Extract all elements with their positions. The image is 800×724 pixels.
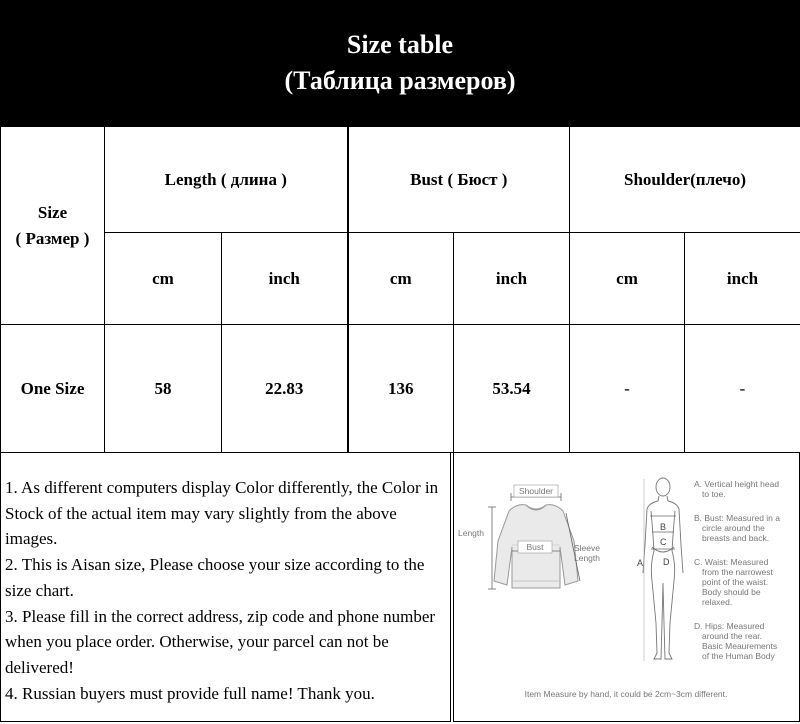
bust-label: Bust: [526, 542, 544, 552]
note-item: 2. This is Aisan size, Please choose your size according to the size chart.: [5, 555, 425, 600]
unit-header: cm: [105, 233, 222, 325]
marker-a: A: [637, 558, 644, 568]
legend-b-line: B. Bust: Measured in a: [694, 513, 780, 523]
sleeve-label-2: Length: [574, 553, 600, 563]
legend-d-line: D. Hips: Measured: [694, 621, 765, 631]
size-header-ru: ( Размер ): [15, 228, 90, 248]
legend-a-line: to toe.: [702, 489, 726, 499]
notes-panel: [0, 452, 451, 722]
shoulder-group-header: Shoulder(плечо): [570, 127, 800, 233]
measure-note: Item Measure by hand, it could be 2cm~3cm different.: [524, 689, 728, 699]
measurement-legend: [694, 479, 780, 661]
size-table: [0, 126, 800, 453]
legend-d-line: around the rear.: [702, 631, 763, 641]
marker-b: B: [660, 522, 667, 532]
value-cell: 53.54: [454, 325, 570, 453]
measurement-illustration: [454, 453, 799, 721]
title-russian: (Таблица размеров): [284, 66, 516, 95]
shoulder-label: Shoulder: [518, 486, 554, 496]
marker-c: C: [660, 537, 667, 547]
measurement-diagram: [453, 452, 800, 722]
length-group-header: Length ( длина ): [105, 127, 348, 233]
body-figure: [643, 478, 683, 659]
size-cell: One Size: [1, 325, 105, 453]
marker-d: D: [663, 557, 670, 567]
unit-header: inch: [454, 233, 570, 325]
legend-c-line: relaxed.: [702, 597, 733, 607]
value-cell: 22.83: [222, 325, 348, 453]
legend-c-line: Body should be: [702, 587, 761, 597]
legend-d-line: of the Human Body: [702, 651, 775, 661]
note-item: 1. As different computers display Color differently, the Color in Stock of the actual item may vary slightly from the above images.: [5, 478, 439, 549]
legend-c-line: point of the waist.: [702, 577, 769, 587]
legend-c-line: C. Waist: Measured: [694, 557, 769, 567]
value-cell: 136: [348, 325, 454, 453]
legend-c-line: from the narrowest: [702, 567, 773, 577]
title-english: Size table: [346, 30, 454, 59]
unit-header: inch: [222, 233, 348, 325]
size-header-en: Size: [37, 202, 68, 222]
table-row: [1, 325, 800, 453]
legend-d-line: Basic Meaurements: [702, 641, 778, 651]
unit-header: inch: [685, 233, 800, 325]
legend-a-line: A. Vertical height head: [694, 479, 780, 489]
length-label: Length: [458, 528, 484, 538]
unit-header: cm: [348, 233, 454, 325]
value-cell: -: [685, 325, 800, 453]
unit-header: cm: [570, 233, 685, 325]
legend-b-line: circle around the: [702, 523, 765, 533]
size-header-cell: [1, 127, 105, 325]
bust-group-header: Bust ( Бюст ): [348, 127, 570, 233]
value-cell: -: [570, 325, 685, 453]
note-item: 4. Russian buyers must provide full name! Thank you.: [5, 683, 375, 703]
value-cell: 58: [105, 325, 222, 453]
legend-b-line: breasts and back.: [702, 533, 770, 543]
title-banner: [0, 0, 800, 126]
sleeve-label: Sleeve: [574, 543, 600, 553]
bottom-section: [0, 452, 800, 724]
note-item: 3. Please fill in the correct address, zip code and phone number when you place order. Otherwise, your parcel can not be delivered!: [5, 606, 436, 677]
